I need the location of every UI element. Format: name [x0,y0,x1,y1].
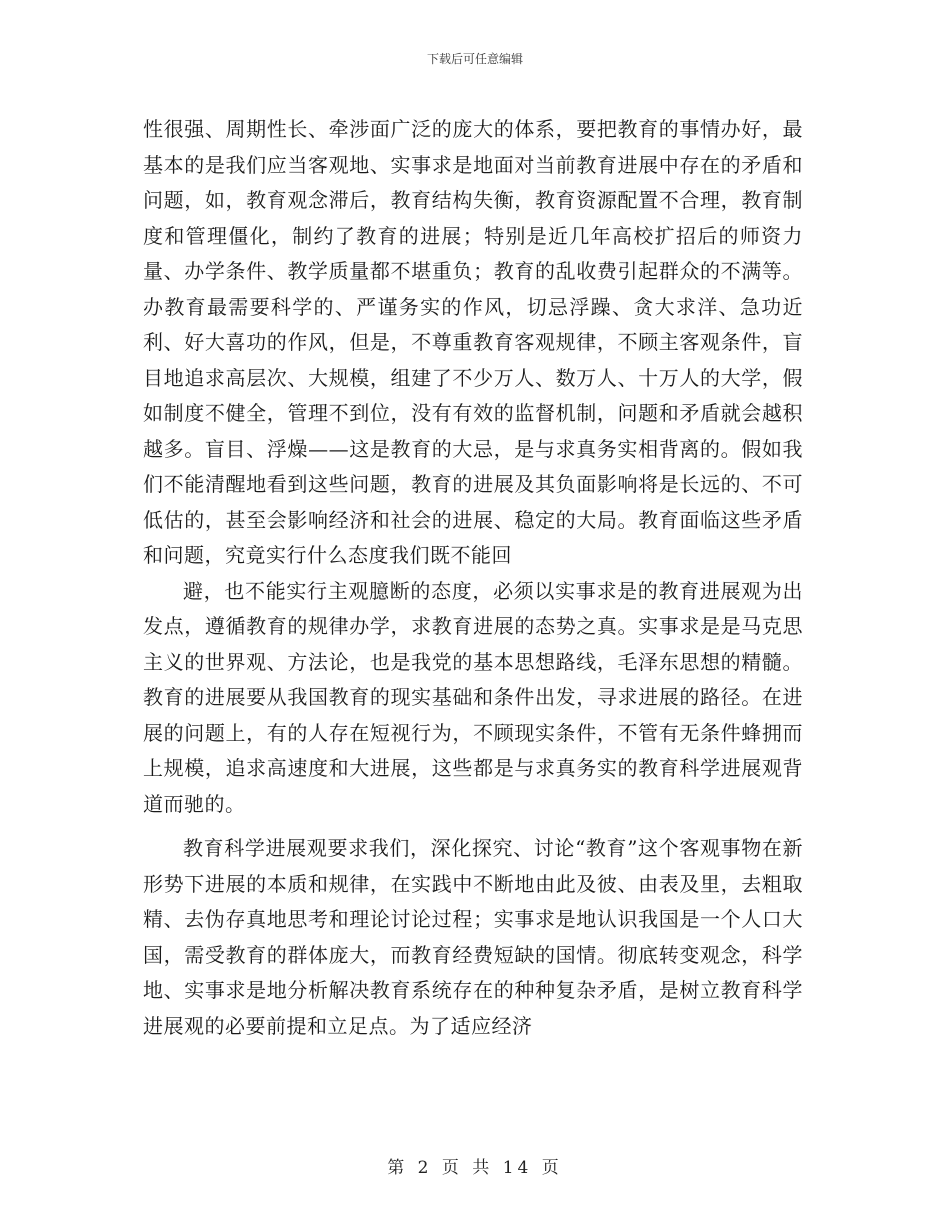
paragraph-3: 教育科学进展观要求我们，深化探究、讨论“教育”这个客观事物在新形势下进展的本质和规律，在实践中不断地由此及彼、由表及里，去粗取精、去伪存真地思考和理论讨论过程；实事求是地认识我国是一个人口大国，需受教育的群体庞大，而教育经费短缺的国情。彻底转变观念，科学地、实事求是地分析解决教育系统存在的种种复杂矛盾，是树立教育科学进展观的必要前提和立足点。为了适应经济 [143,836,803,1038]
page-number-footer: 第 2 页 共 14 页 [387,1158,563,1178]
page-header: 下载后可任意编辑 [426,52,523,66]
document-body [143,112,803,1044]
paragraph-1: 性很强、周期性长、牵涉面广泛的庞大的体系，要把教育的事情办好，最基本的是我们应当客观地、实事求是地面对当前教育进展中存在的矛盾和问题，如，教育观念滞后，教育结构失衡，教育资源配置不合理，教育制度和管理僵化，制约了教育的进展；特别是近几年高校扩招后的师资力量、办学条件、教学质量都不堪重负；教育的乱收费引起群众的不满等。办教育最需要科学的、严谨务实的作风，切忌浮躁、贪大求洋、急功近利、好大喜功的作风，但是，不尊重教育客观规律，不顾主客观条件，盲目地追求高层次、大规模，组建了不少万人、数万人、十万人的大学，假如制度不健全，管理不到位，没有有效的监督机制，问题和矛盾就会越积越多。盲目、浮燥——这是教育的大忌，是与求真务实相背离的。假如我们不能清醒地看到这些问题，教育的进展及其负面影响将是长远的、不可低估的，甚至会影响经济和社会的进展、稳定的大局。教育面临这些矛盾和问题，究竟实行什么态度我们既不能回 [143,117,803,567]
paragraph-2: 避，也不能实行主观臆断的态度，必须以实事求是的教育进展观为出发点，遵循教育的规律办学，求教育进展的态势之真。实事求是是马克思主义的世界观、方法论，也是我党的基本思想路线，毛泽东思想的精髓。教育的进展要从我国教育的现实基础和条件出发，寻求进展的路径。在进展的问题上，有的人存在短视行为，不顾现实条件，不管有无条件蜂拥而上规模，追求高速度和大进展，这些都是与求真务实的教育科学进展观背道而驰的。 [143,578,803,816]
